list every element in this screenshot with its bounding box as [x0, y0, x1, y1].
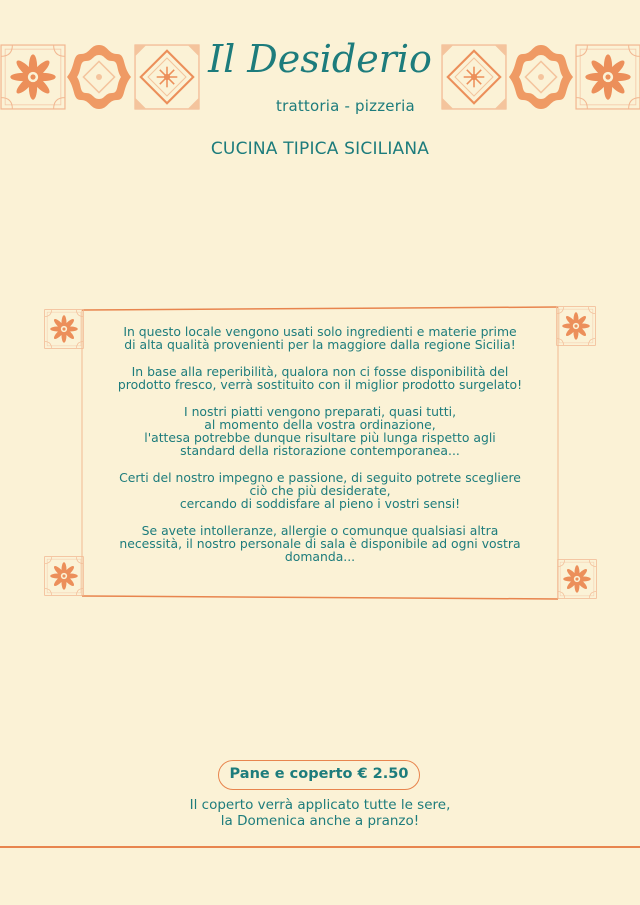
- flower-tile-icon: [44, 556, 84, 596]
- diamond-tile-icon: [134, 44, 200, 110]
- cuisine-title: CUCINA TIPICA SICILIANA: [210, 139, 430, 159]
- flower-tile-icon: [44, 309, 84, 349]
- intro-paragraph: In questo locale vengono usati solo ingredienti e materie prime di alta qualità provenienti per la maggiore dalla regione Sicilia!: [123, 324, 517, 352]
- scallop-tile-icon: [506, 42, 576, 112]
- diamond-tile-icon: [441, 44, 507, 110]
- cover-charge-note: Il coperto verrà applicato tutte le sere, la Domenica anche a pranzo!: [189, 797, 451, 829]
- flower-tile-icon: [0, 44, 66, 110]
- brand-name: Il Desiderio: [208, 37, 432, 81]
- intro-paragraph: Certi del nostro impegno e passione, di seguito potrete scegliere ciò che più desiderate, cercando di soddisfare al pieno i vostri sensi!: [119, 470, 521, 511]
- cover-charge-badge: Pane e coperto € 2.50: [218, 760, 420, 790]
- brand-subtitle: trattoria - pizzeria: [276, 97, 415, 115]
- intro-text: [88, 325, 552, 577]
- scallop-tile-icon: [64, 42, 134, 112]
- intro-paragraph: In base alla reperibilità, qualora non ci fosse disponibilità del prodotto fresco, verrà sostituito con il miglior prodotto surgelato!: [117, 364, 523, 392]
- flower-tile-icon: [557, 559, 597, 599]
- intro-paragraph: Se avete intolleranze, allergie o comunque qualsiasi altra necessità, il nostro personale di sala è disponibile ad ogni vostra domanda...: [119, 523, 521, 564]
- flower-tile-icon: [575, 44, 640, 110]
- flower-tile-icon: [556, 306, 596, 346]
- intro-paragraph: I nostri piatti vengono preparati, quasi tutti, al momento della vostra ordinazione, l'attesa potrebbe dunque risultare più lunga rispetto agli standard della ristorazione contemporanea...: [144, 404, 496, 458]
- bottom-divider: [0, 846, 640, 848]
